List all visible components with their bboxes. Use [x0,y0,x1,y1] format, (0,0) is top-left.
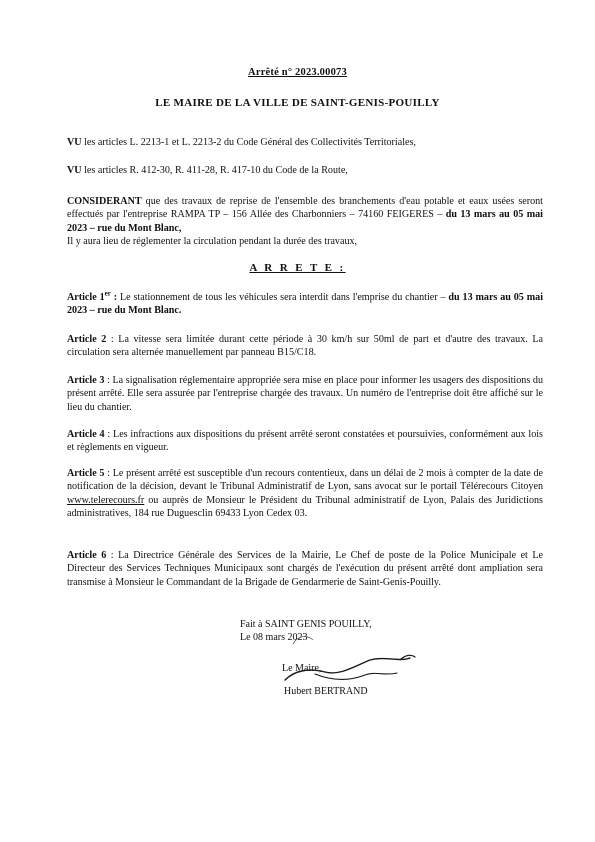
article-label: Article 2 [67,334,107,345]
article-text: : La vitesse sera limitée durant cette période à 30 km/h sur 50ml de part et d'autre des travaux. La circulation sera alternée manuellement par panneau B15/C18. [67,334,543,359]
signature-role: Le Maire, [282,663,322,674]
article-1 [67,291,543,318]
arrete-heading: A R R E T E : [249,262,346,274]
vu-paragraph-2 [67,164,543,177]
vu-text: les articles R. 412-30, R. 411-28, R. 417-10 du Code de la Route, [81,165,348,176]
article-text: : Les infractions aux dispositions du présent arrêté seront constatées et poursuivies, conformément aux lois et règlements en vigueur. [67,429,543,454]
article-5 [67,467,543,521]
arrete-number-text: Arrêté n° 2023.00073 [248,67,347,78]
article-3 [67,374,543,414]
article-label: Article 3 [67,375,105,386]
considerant-paragraph [67,195,543,249]
vu-label: VU [67,165,82,176]
signature-name: Hubert BERTRAND [284,686,368,697]
arrete-number [0,67,595,78]
signature-date: Le 08 mars 2023 [240,632,308,643]
handwritten-signature [255,630,425,695]
article-label: Article 5 [67,468,105,479]
article-6 [67,549,543,589]
article-label: Article 4 [67,429,105,440]
article-text-2: ou auprès de Monsieur le Président du Tribunal administratif de Lyon, Palais des Juridictions administratives, 184 rue Duguesclin 69433 Lyon Cedex 03. [67,494,543,520]
considerant-text: que des travaux de reprise de l'ensemble des branchements d'eau potable et eaux usées seront effectués par l'entreprise RAMPA TP – 156 Allée des Charbonniers – 74160 FEIGERES – [67,196,543,221]
vu-text: les articles L. 2213-1 et L. 2213-2 du Code Général des Collectivités Territoriales, [81,137,416,148]
considerant-text-2: Il y aura lieu de réglementer la circulation pendant la durée des travaux, [67,236,358,248]
article-text: : Le présent arrêté est susceptible d'un recours contentieux, dans un délai de 2 mois à compter de la date de notification de la décision, devant le Tribunal Administratif de Lyon, sans avocat sur le portail Télérecours Citoyen [67,468,543,493]
considerant-dates: du 13 mars au 05 mai 2023 – rue du Mont Blanc, [67,209,543,234]
considerant-label: CONSIDERANT [67,196,142,207]
article-dates: du 13 mars au 05 mai 2023 – rue du Mont Blanc. [67,292,543,317]
article-text: : La signalisation réglementaire appropriée sera mise en place pour informer les usagers des dispositions du présent arrêté. Elle sera assurée par l'entreprise chargée des travaux. Un numéro de l'entreprise doit être affiché sur le lieu du chantier. [67,375,543,413]
article-4 [67,428,543,455]
article-text: Le stationnement de tous les véhicules sera interdit dans l'emprise du chantier – [117,292,449,303]
article-text: : La Directrice Générale des Services de la Mairie, Le Chef de poste de la Police Municipale et Le Directeur des Services Techniques Municipaux sont chargés de l'exécution du présent arrêté dont ampliation sera transmise à Monsieur le Commandant de la Brigade de Gendarmerie de Saint-Genis-Pouilly. [67,550,544,588]
article-label: Article 1er : [67,289,118,303]
telerecours-link[interactable]: www.telerecours.fr [67,494,145,506]
vu-paragraph-1 [67,136,543,149]
vu-label: VU [67,137,82,148]
article-2 [67,333,543,360]
signature-place: Fait à SAINT GENIS POUILLY, [240,619,372,630]
mayor-title: LE MAIRE DE LA VILLE DE SAINT-GENIS-POUILLY [155,97,440,109]
article-label: Article 6 [67,550,107,561]
